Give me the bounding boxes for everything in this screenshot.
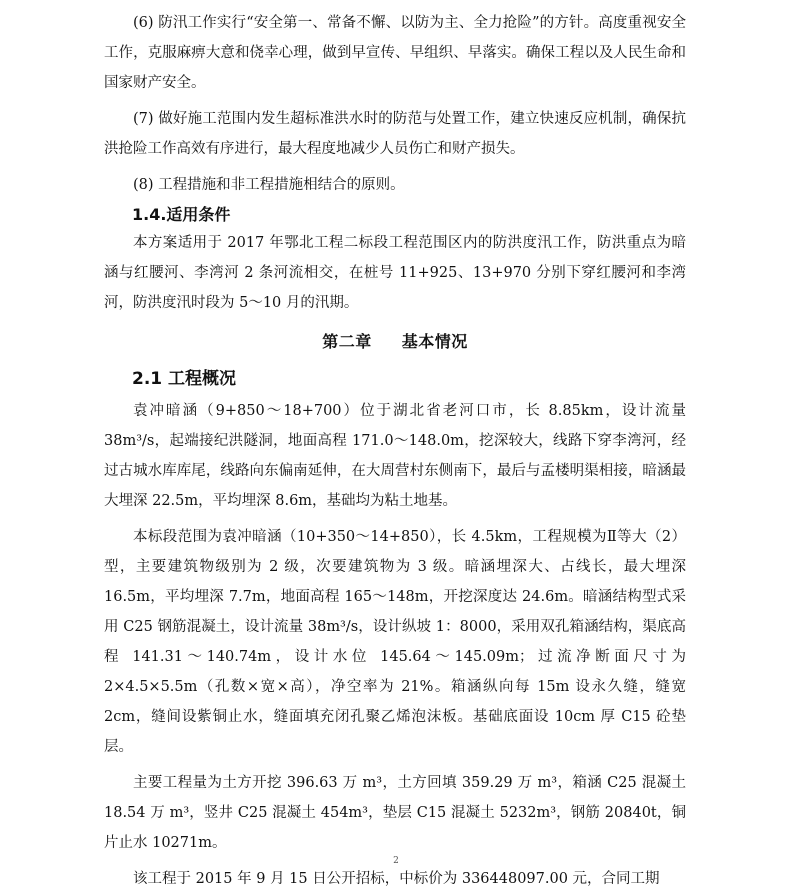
- paragraph-overview-1: 袁冲暗涵（9+850～18+700）位于湖北省老河口市，长 8.85km，设计流量 38m³/s，起端接纪洪隧洞，地面高程 171.0～148.0m，挖深较大，线路下穿李湾河，经过古城水库库尾，线路向东偏南延伸，在大周营村东侧南下，最后与孟楼明渠相接，暗涵最大埋深 22.5m，平均埋深 8.6m，基础均为粘土地基。: [104, 403, 686, 509]
- chapter-number: 第二章: [322, 332, 372, 351]
- chapter-title: 基本情况: [401, 332, 468, 351]
- paragraph-overview-4: 该工程于 2015 年 9 月 15 日公开招标，中标价为 336448097.00 元，合同工期: [133, 871, 660, 887]
- section-heading-2-1: 2.1 工程概况: [132, 369, 237, 389]
- paragraph-applicability: 本方案适用于 2017 年鄂北工程二标段工程范围区内的防洪度汛工作，防洪重点为暗涵与红腰河、李湾河 2 条河流相交，在桩号 11+925、13+970 分别下穿红腰河和李湾河，防洪度汛时段为 5～10 月的汛期。: [104, 235, 686, 311]
- paragraph-overview-3: 主要工程量为土方开挖 396.63 万 m³，土方回填 359.29 万 m³，箱涵 C25 混凝土 18.54 万 m³，竖井 C25 混凝土 454m³，垫层 C15 混凝土 5232m³，钢筋 20840t，铜片止水 10271m。: [104, 775, 686, 851]
- paragraph-principle-6: (6) 防汛工作实行“安全第一、常备不懈、以防为主、全力抢险”的方针。高度重视安全工作，克服麻痹大意和侥幸心理，做到早宣传、早组织、早落实。确保工程以及人民生命和国家财产安全。: [104, 15, 686, 91]
- paragraph-overview-2: 本标段范围为袁冲暗涵（10+350～14+850），长 4.5km，工程规模为Ⅱ等大（2）型，主要建筑物级别为 2 级，次要建筑物为 3 级。暗涵埋深大、占线长，最大埋深 16.5m，平均埋深 7.7m，地面高程 165～148m，开挖深度达 24.6m。暗涵结构型式采用 C25 钢筋混凝土，设计流量 38m³/s，设计纵坡 1：8000，采用双孔箱涵结构，渠底高程 141.31～140.74m，设计水位 145.64～145.09m；过流净断面尺寸为 2×4.5×5.5m（孔数×宽×高），净空率为 21%。箱涵纵向每 15m 设永久缝，缝宽 2cm，缝间设紫铜止水，缝面填充闭孔聚乙烯泡沫板。基础底面设 10cm 厚 C15 砼垫层。: [104, 529, 686, 755]
- paragraph-principle-7: (7) 做好施工范围内发生超标准洪水时的防范与处置工作，建立快速反应机制，确保抗洪抢险工作高效有序进行，最大程度地减少人员伤亡和财产损失。: [104, 111, 686, 157]
- section-heading-1-4: 1.4.适用条件: [132, 205, 231, 224]
- page-number: 2: [393, 856, 399, 866]
- paragraph-principle-8: (8) 工程措施和非工程措施相结合的原则。: [133, 177, 405, 193]
- chapter-heading: [104, 328, 686, 356]
